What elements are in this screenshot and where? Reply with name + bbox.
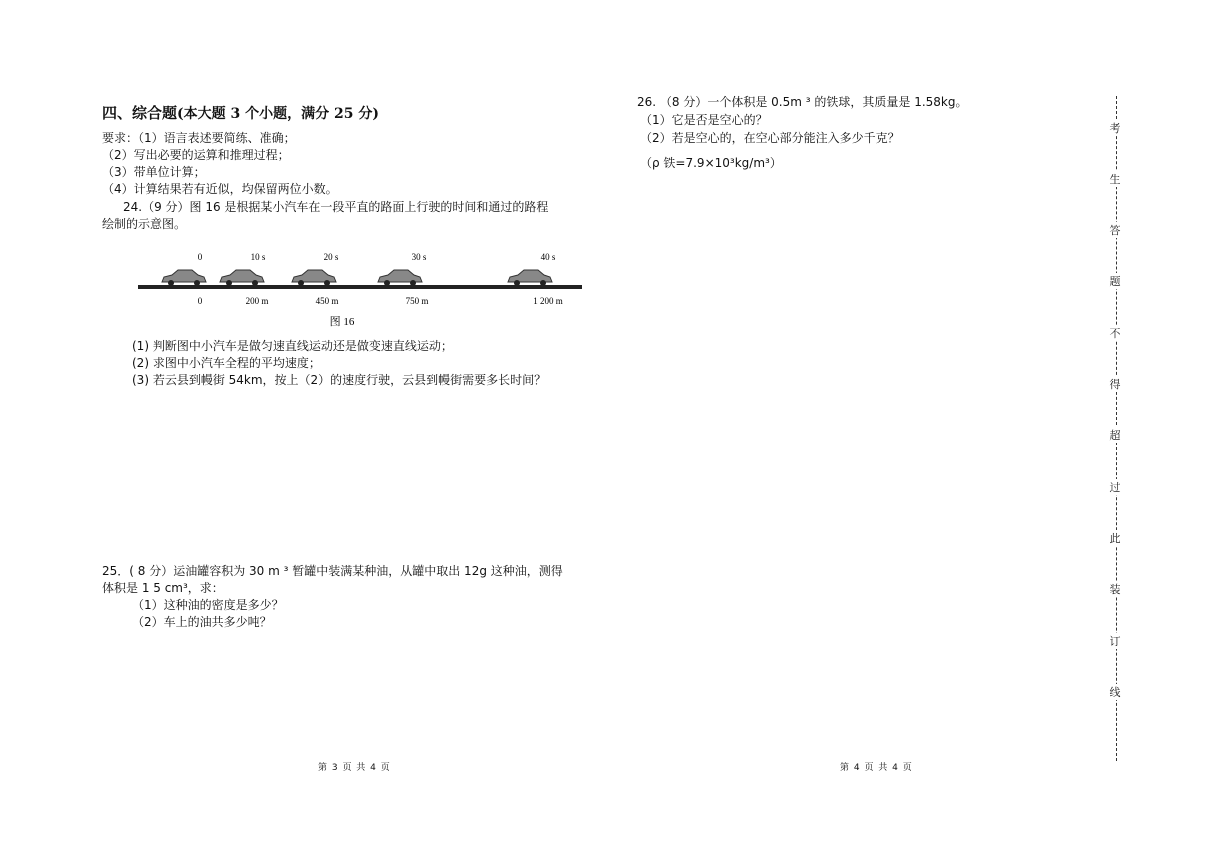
time-label-20s: 20 s: [323, 252, 339, 262]
binding-char: 线: [1106, 684, 1124, 700]
binding-char: 得: [1106, 376, 1124, 392]
distance-label-750m: 750 m: [405, 296, 429, 306]
binding-char: 订: [1106, 633, 1124, 649]
binding-char: 答: [1106, 222, 1124, 238]
time-label-0: 0: [197, 252, 203, 262]
binding-char: 此: [1106, 530, 1124, 546]
right-page-footer: 第 4 页 共 4 页: [840, 763, 913, 773]
q25-stem-line1: 25．( 8 分）运油罐容积为 30 m ³ 暂罐中装满某种油，从罐中取出 12g 这种油，测得: [102, 564, 563, 578]
left-page-footer: 第 3 页 共 4 页: [318, 763, 391, 773]
section-title: [102, 102, 379, 123]
binding-char: 考: [1106, 120, 1124, 136]
binding-line: [1106, 96, 1124, 761]
requirement-3: （3）带单位计算；: [102, 165, 206, 179]
q25-stem-line2: 体积是 1 5 cm³，求：: [102, 581, 224, 595]
figure-caption: 图 16: [329, 316, 355, 328]
distance-label-200m: 200 m: [245, 296, 269, 306]
q24-sub-3: (3) 若云县到幔街 54km，按上（2）的速度行驶，云县到幔街需要多长时间？: [132, 373, 547, 387]
section-note: (本大题 3 个小题，满分 25 分): [177, 106, 379, 122]
binding-char: 过: [1106, 479, 1124, 495]
q24-stem-line2: 绘制的示意图。: [102, 217, 187, 231]
binding-char: 生: [1106, 171, 1124, 187]
distance-label-1200m: 1 200 m: [533, 296, 563, 306]
q24-stem-line1: 24.（9 分）图 16 是根据某小汽车在一段平直的路面上行驶的时间和通过的路程: [123, 200, 549, 214]
time-label-10s: 10 s: [250, 252, 266, 262]
car-icon: [378, 270, 422, 286]
q25-sub-2: （2）车上的油共多少吨？: [132, 615, 272, 629]
q26-given: （ρ 铁=7.9×10³kg/m³）: [640, 156, 782, 170]
car-icon: [220, 270, 264, 286]
requirement-4: （4）计算结果若有近似，均保留两位小数。: [102, 182, 338, 196]
requirement-1: 要求：（1）语言表述要简练、准确；: [102, 131, 296, 145]
q24-sub-2: (2) 求图中小汽车全程的平均速度；: [132, 356, 321, 370]
section-title-text: 四、综合题: [102, 104, 178, 122]
car-icon: [292, 270, 336, 286]
time-label-30s: 30 s: [411, 252, 427, 262]
q26-sub-2: （2）若是空心的，在空心部分能注入多少千克？: [640, 131, 900, 145]
q26-sub-1: （1）它是否是空心的？: [640, 113, 768, 127]
figure-16: [130, 245, 590, 335]
binding-char: 题: [1106, 273, 1124, 289]
distance-label-450m: 450 m: [315, 296, 339, 306]
q24-sub-1: (1) 判断图中小汽车是做匀速直线运动还是做变速直线运动；: [132, 339, 453, 353]
road: [138, 285, 582, 289]
distance-label-0: 0: [197, 296, 203, 306]
car-icon: [162, 270, 206, 286]
car-icon: [508, 270, 552, 286]
q26-stem: 26. （8 分）一个体积是 0.5m ³ 的铁球，其质量是 1.58kg。: [637, 95, 968, 109]
binding-char: 装: [1106, 581, 1124, 597]
requirement-2: （2）写出必要的运算和推理过程；: [102, 148, 290, 162]
time-label-40s: 40 s: [540, 252, 556, 262]
q25-sub-1: （1）这种油的密度是多少？: [132, 598, 284, 612]
binding-char: 超: [1106, 427, 1124, 443]
binding-char: 不: [1106, 325, 1124, 341]
